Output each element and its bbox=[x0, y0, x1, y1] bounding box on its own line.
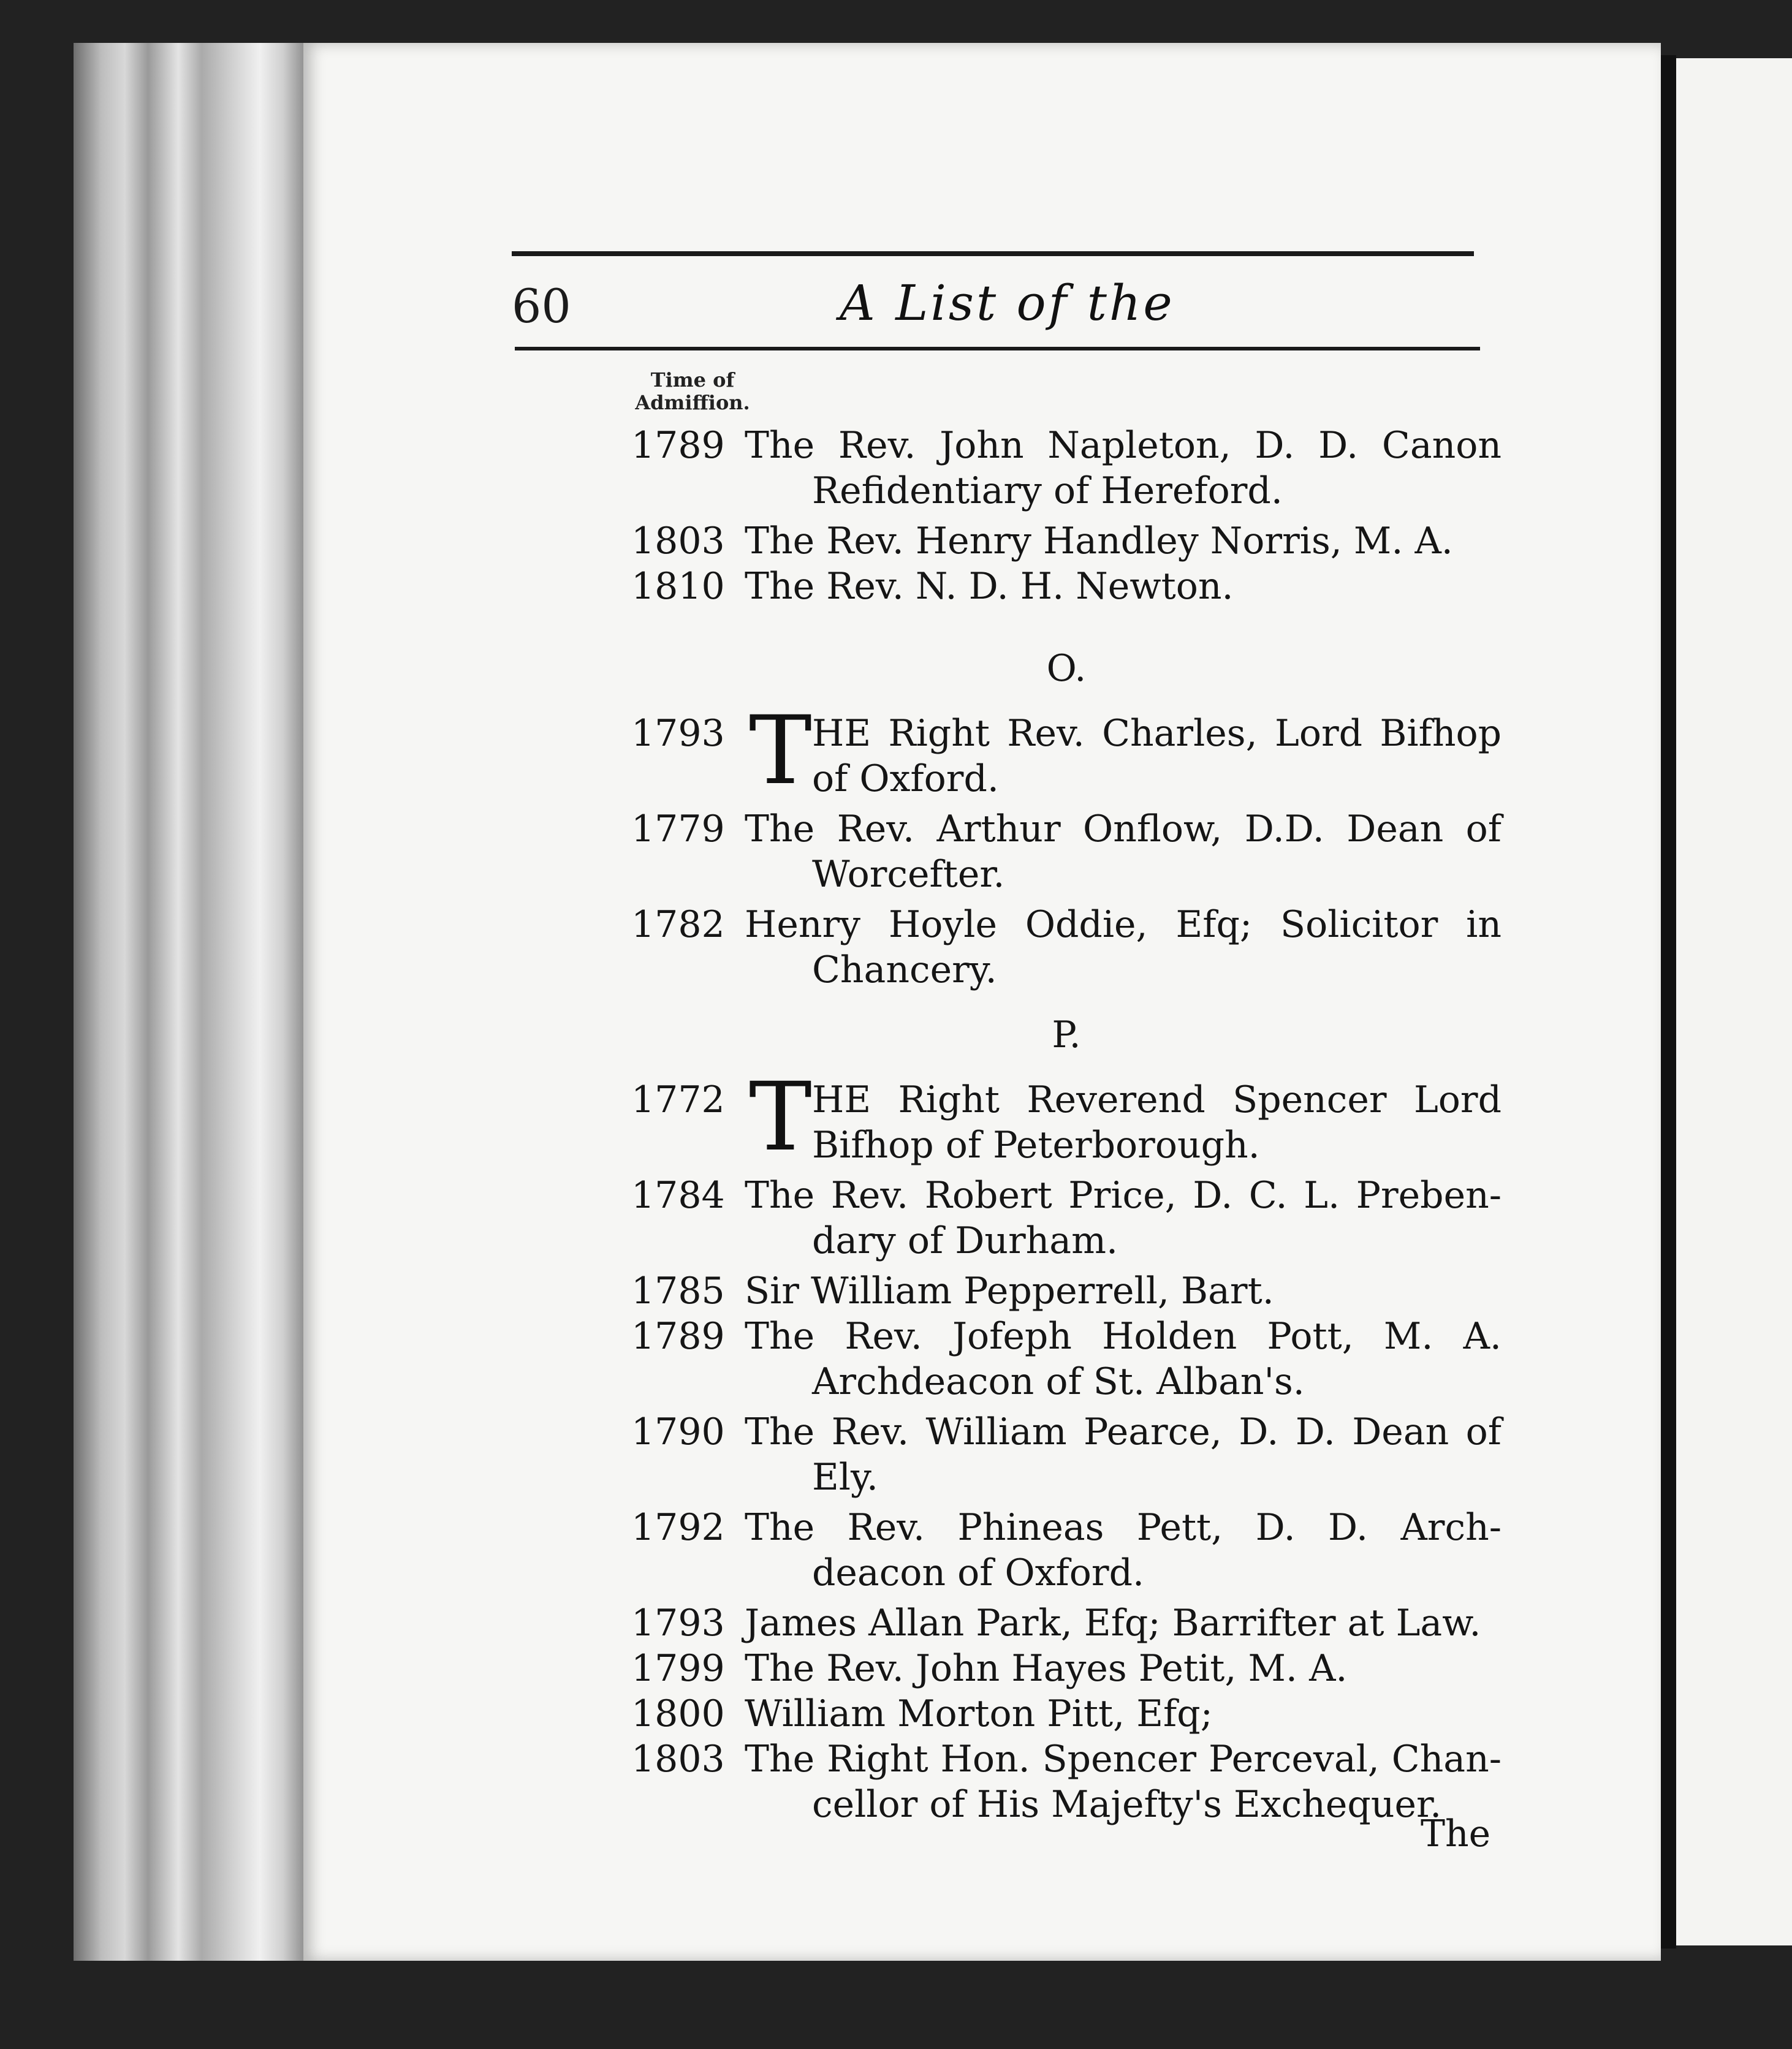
book-page-edges bbox=[74, 43, 306, 1961]
entry-text: HE Right Rev. Charles, Lord Bifhop bbox=[812, 712, 1502, 755]
admission-year: 1792 bbox=[631, 1506, 725, 1549]
entry-text: The Rev. N. D. H. Newton. bbox=[745, 565, 1234, 608]
section-letter-p: P. bbox=[1052, 1013, 1081, 1056]
admission-year: 1789 bbox=[631, 424, 725, 467]
catchword: The bbox=[1421, 1812, 1491, 1855]
column-heading bbox=[625, 369, 760, 414]
entry-text: Henry Hoyle Oddie, Efq; Solicitor in bbox=[745, 903, 1502, 946]
admission-year: 1782 bbox=[631, 903, 725, 946]
entry-text-continued: Refidentiary of Hereford. bbox=[812, 469, 1283, 512]
entry-text: The Rev. Robert Price, D. C. L. Preben- bbox=[745, 1174, 1502, 1217]
right-page-edge bbox=[1676, 58, 1792, 1945]
list-entry bbox=[631, 1691, 1502, 1737]
list-entry bbox=[631, 423, 1502, 513]
column-heading-line2: Admiffion. bbox=[635, 390, 750, 414]
entry-text: The Rev. Arthur Onflow, D.D. Dean of bbox=[745, 808, 1502, 850]
entry-text: The Right Hon. Spencer Perceval, Chan- bbox=[745, 1738, 1502, 1781]
entry-text: The Rev. John Napleton, D. D. Canon bbox=[745, 424, 1502, 467]
admission-year: 1785 bbox=[631, 1270, 725, 1312]
list-entry bbox=[631, 1600, 1502, 1646]
entry-text-continued: cellor of His Majefty's Exchequer. bbox=[812, 1783, 1442, 1826]
section-letter-o: O. bbox=[1046, 647, 1087, 690]
admission-year: 1784 bbox=[631, 1174, 725, 1217]
list-entry bbox=[631, 1173, 1502, 1263]
admission-year: 1803 bbox=[631, 520, 725, 562]
admission-year: 1799 bbox=[631, 1647, 725, 1690]
entry-text: The Rev. Henry Handley Norris, M. A. bbox=[745, 520, 1453, 562]
entry-text: The Rev. William Pearce, D. D. Dean of bbox=[745, 1411, 1502, 1453]
list-entry bbox=[631, 1505, 1502, 1596]
page-number: 60 bbox=[512, 279, 571, 333]
entry-text: William Morton Pitt, Efq; bbox=[745, 1692, 1213, 1735]
entry-text: HE Right Reverend Spencer Lord bbox=[812, 1078, 1502, 1121]
list-entry bbox=[631, 518, 1502, 564]
entry-text: The Rev. Phineas Pett, D. D. Arch- bbox=[745, 1506, 1502, 1549]
entry-text-continued: Bifhop of Peterborough. bbox=[812, 1124, 1260, 1167]
admission-year: 1779 bbox=[631, 808, 725, 850]
entry-text-continued: of Oxford. bbox=[812, 757, 999, 800]
entry-text-continued: Chancery. bbox=[812, 949, 997, 991]
list-entry bbox=[631, 696, 1502, 806]
admission-year: 1810 bbox=[631, 565, 725, 608]
list-entry bbox=[631, 1268, 1502, 1314]
list-entry bbox=[631, 1737, 1502, 1827]
admission-year: 1800 bbox=[631, 1692, 725, 1735]
member-list bbox=[631, 423, 1502, 1827]
list-entry bbox=[631, 1314, 1502, 1404]
admission-year: 1803 bbox=[631, 1738, 725, 1781]
drop-capital: T bbox=[749, 696, 812, 806]
entry-text: James Allan Park, Efq; Barrifter at Law. bbox=[745, 1602, 1481, 1645]
list-entry bbox=[631, 902, 1502, 993]
list-entry bbox=[631, 1409, 1502, 1500]
admission-year: 1793 bbox=[631, 712, 725, 755]
book-gutter bbox=[1661, 55, 1676, 1949]
entry-text-continued: dary of Durham. bbox=[812, 1219, 1118, 1262]
entry-text-continued: Ely. bbox=[812, 1456, 878, 1499]
running-head: A List of the bbox=[840, 275, 1175, 331]
list-entry bbox=[631, 564, 1502, 609]
entry-text: Sir William Pepperrell, Bart. bbox=[745, 1270, 1274, 1312]
list-entry bbox=[631, 806, 1502, 897]
admission-year: 1793 bbox=[631, 1602, 725, 1645]
list-entry bbox=[631, 1646, 1502, 1691]
drop-capital: T bbox=[749, 1062, 812, 1172]
header-rule-bottom bbox=[515, 347, 1480, 350]
header-rule-top bbox=[512, 251, 1474, 256]
entry-text: The Rev. John Hayes Petit, M. A. bbox=[745, 1647, 1348, 1690]
admission-year: 1772 bbox=[631, 1078, 725, 1121]
admission-year: 1790 bbox=[631, 1411, 725, 1453]
entry-text-continued: deacon of Oxford. bbox=[812, 1551, 1145, 1594]
column-heading-line1: Time of bbox=[650, 368, 735, 392]
admission-year: 1789 bbox=[631, 1315, 725, 1358]
entry-text-continued: Archdeacon of St. Alban's. bbox=[812, 1360, 1305, 1403]
entry-text-continued: Worcefter. bbox=[812, 853, 1005, 896]
entry-text: The Rev. Jofeph Holden Pott, M. A. bbox=[745, 1315, 1502, 1358]
list-entry bbox=[631, 1062, 1502, 1172]
